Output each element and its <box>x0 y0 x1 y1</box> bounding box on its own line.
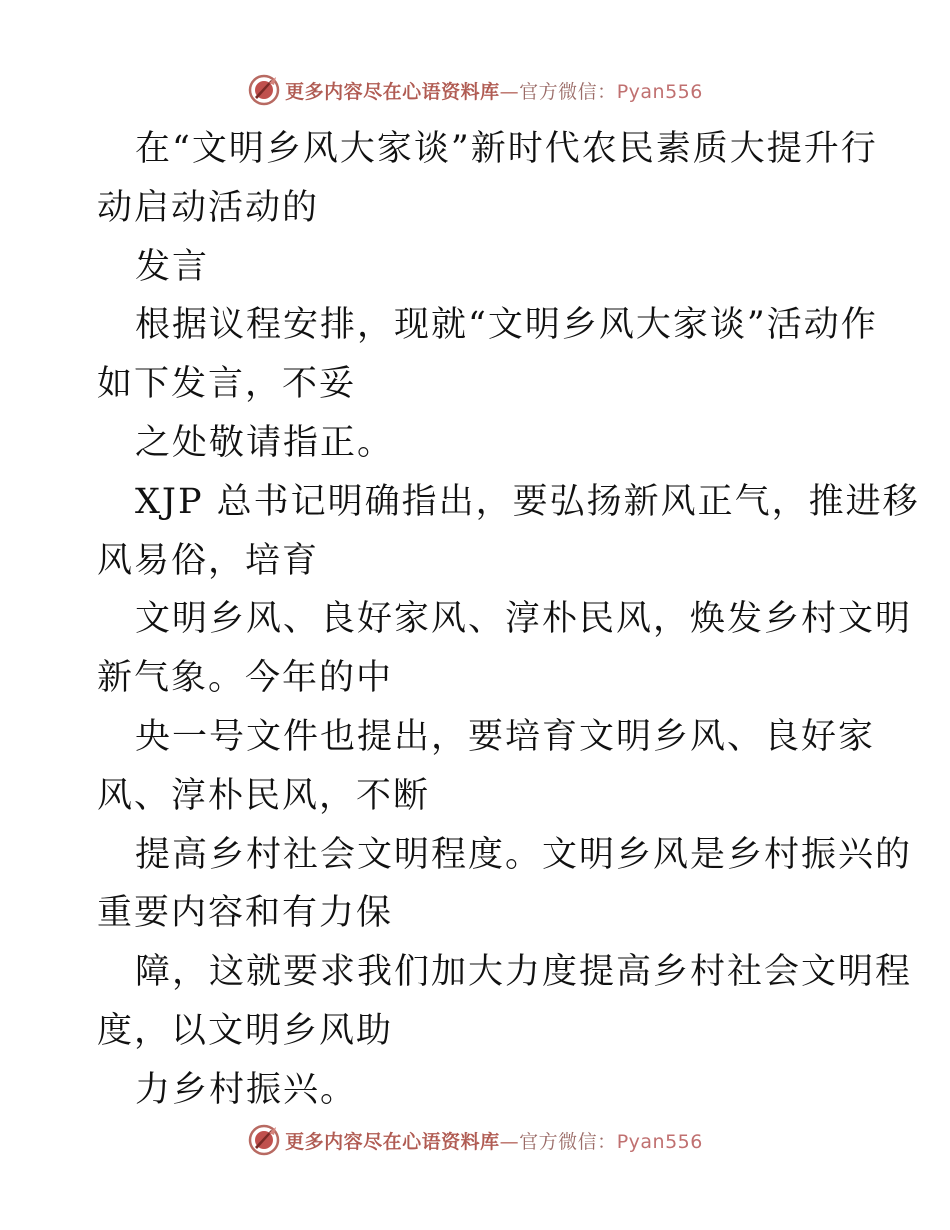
footer-watermark <box>0 1120 950 1160</box>
text-line: 提高乡村社会文明程度。文明乡风是乡村振兴的 <box>135 834 913 875</box>
document-body <box>97 120 920 1120</box>
text-line: 度，以文明乡风助 <box>97 1010 394 1051</box>
text-line: 之处敬请指正。 <box>135 422 395 463</box>
header-watermark <box>0 70 950 110</box>
text-line: 根据议程安排，现就“文明乡风大家谈”活动作 <box>135 305 878 346</box>
watermark-text <box>285 1127 703 1154</box>
text-line: XJP 总书记明确指出，要弘扬新风正气，推进移 <box>135 481 920 522</box>
text-line: 力乡村振兴。 <box>135 1069 358 1110</box>
watermark-dash: — <box>499 80 520 103</box>
watermark-main: 更多内容尽在心语资料库 <box>285 1130 500 1153</box>
paragraph-subtitle <box>97 238 867 297</box>
paragraph-body-3 <box>97 708 876 826</box>
paragraph-body-1 <box>97 473 920 591</box>
watermark-sub: 官方微信： <box>519 80 617 103</box>
paragraph-body-5 <box>97 943 913 1061</box>
watermark-sub: 官方微信： <box>519 1130 617 1153</box>
paragraph-title <box>97 120 878 238</box>
paragraph-body-6 <box>97 1061 867 1120</box>
paragraph-body-2 <box>97 590 913 708</box>
quill-seal-icon <box>247 73 281 107</box>
text-line: 文明乡风、良好家风、淳朴民风，焕发乡村文明 <box>135 599 913 640</box>
paragraph-intro <box>97 296 878 414</box>
paragraph-body-4 <box>97 826 913 944</box>
text-line: 障，这就要求我们加大力度提高乡村社会文明程 <box>135 952 913 993</box>
watermark-dash: — <box>499 1130 520 1153</box>
text-line: 风、淳朴民风，不断 <box>97 775 431 816</box>
text-line: 如下发言，不妥 <box>97 364 357 405</box>
text-line: 发言 <box>135 246 210 287</box>
text-line: 风易俗，培育 <box>97 540 320 581</box>
text-line: 央一号文件也提出，要培育文明乡风、良好家 <box>135 716 876 757</box>
text-line: 动启动活动的 <box>97 187 320 228</box>
watermark-main: 更多内容尽在心语资料库 <box>285 80 500 103</box>
quill-seal-icon <box>247 1123 281 1157</box>
watermark-id: Pyan556 <box>616 1130 703 1153</box>
text-line: 重要内容和有力保 <box>97 893 394 934</box>
text-line: 在“文明乡风大家谈”新时代农民素质大提升行 <box>135 129 878 169</box>
watermark-id: Pyan556 <box>616 80 703 103</box>
text-line: 新气象。今年的中 <box>97 658 394 699</box>
paragraph-intro-end <box>97 414 867 473</box>
watermark-text <box>285 77 703 104</box>
